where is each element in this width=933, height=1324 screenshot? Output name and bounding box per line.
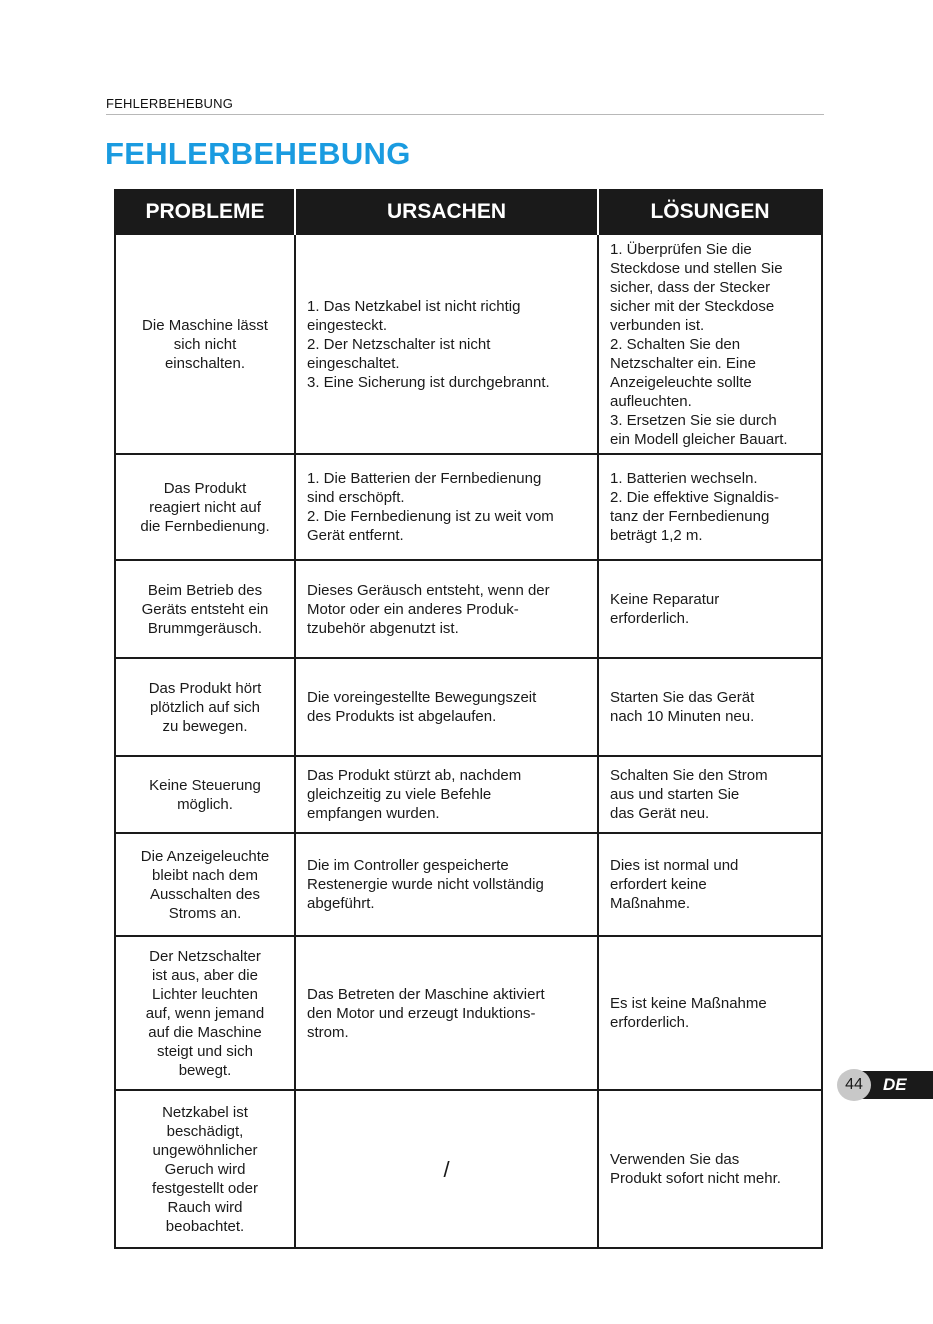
problem-cell: Das Produkt reagiert nicht auf die Fernbedienung. — [115, 454, 295, 560]
cause-cell — [295, 1090, 598, 1248]
table-row — [115, 1090, 822, 1248]
solution-cell: Starten Sie das Gerät nach 10 Minuten neu. — [598, 658, 822, 756]
solution-cell: Keine Reparatur erforderlich. — [598, 560, 822, 658]
solution-cell: Verwenden Sie das Produkt sofort nicht mehr. — [598, 1090, 822, 1248]
cause-cell: 1. Das Netzkabel ist nicht richtig eingesteckt. 2. Der Netzschalter ist nicht eingeschaltet. 3. Eine Sicherung ist durchgebrannt. — [295, 234, 598, 454]
column-header-solutions: LÖSUNGEN — [598, 189, 822, 234]
cause-cell: 1. Die Batterien der Fernbedienung sind erschöpft. 2. Die Fernbedienung ist zu weit vom Gerät entfernt. — [295, 454, 598, 560]
page-number: 44 — [837, 1069, 871, 1101]
problem-cell: Das Produkt hört plötzlich auf sich zu bewegen. — [115, 658, 295, 756]
cause-cell: Das Produkt stürzt ab, nachdem gleichzeitig zu viele Befehle empfangen wurden. — [295, 756, 598, 833]
table-row — [115, 756, 822, 833]
solution-cell: Es ist keine Maßnahme erforderlich. — [598, 936, 822, 1090]
cause-cell: Die voreingestellte Bewegungszeit des Produkts ist abgelaufen. — [295, 658, 598, 756]
cause-cell: Das Betreten der Maschine aktiviert den Motor und erzeugt Induktions- strom. — [295, 936, 598, 1090]
running-header: FEHLERBEHEBUNG — [106, 96, 234, 111]
problem-cell: Die Anzeigeleuchte bleibt nach dem Ausschalten des Stroms an. — [115, 833, 295, 936]
page-title: FEHLERBEHEBUNG — [105, 136, 411, 171]
table-row — [115, 658, 822, 756]
language-code: DE — [883, 1075, 907, 1094]
troubleshooting-table — [114, 189, 823, 1249]
cause-cell: Die im Controller gespeicherte Restenergie wurde nicht vollständig abgeführt. — [295, 833, 598, 936]
header-divider — [106, 114, 824, 115]
not-applicable-mark: / — [443, 1156, 450, 1182]
column-header-causes: URSACHEN — [295, 189, 598, 234]
problem-cell: Der Netzschalter ist aus, aber die Lichter leuchten auf, wenn jemand auf die Maschine steigt und sich bewegt. — [115, 936, 295, 1090]
solution-cell: 1. Überprüfen Sie die Steckdose und stellen Sie sicher, dass der Stecker sicher mit der Steckdose verbunden ist. 2. Schalten Sie den Netzschalter ein. Eine Anzeigeleuchte sollte aufleuchten. 3. Ersetzen Sie sie durch ein Modell gleicher Bauart. — [598, 234, 822, 454]
problem-cell: Die Maschine lässt sich nicht einschalten. — [115, 234, 295, 454]
solution-cell: Dies ist normal und erfordert keine Maßnahme. — [598, 833, 822, 936]
table-row — [115, 936, 822, 1090]
table-row — [115, 454, 822, 560]
solution-cell: Schalten Sie den Strom aus und starten Sie das Gerät neu. — [598, 756, 822, 833]
cause-cell: Dieses Geräusch entsteht, wenn der Motor oder ein anderes Produk- tzubehör abgenutzt ist. — [295, 560, 598, 658]
page-tab — [837, 1069, 933, 1101]
problem-cell: Keine Steuerung möglich. — [115, 756, 295, 833]
table-header-row — [115, 189, 822, 234]
table-row — [115, 833, 822, 936]
problem-cell: Netzkabel ist beschädigt, ungewöhnlicher Geruch wird festgestellt oder Rauch wird beobachtet. — [115, 1090, 295, 1248]
problem-cell: Beim Betrieb des Geräts entsteht ein Brummgeräusch. — [115, 560, 295, 658]
column-header-problems: PROBLEME — [115, 189, 295, 234]
solution-cell: 1. Batterien wechseln. 2. Die effektive Signaldis- tanz der Fernbedienung beträgt 1,2 m. — [598, 454, 822, 560]
table-row — [115, 234, 822, 454]
table-row — [115, 560, 822, 658]
